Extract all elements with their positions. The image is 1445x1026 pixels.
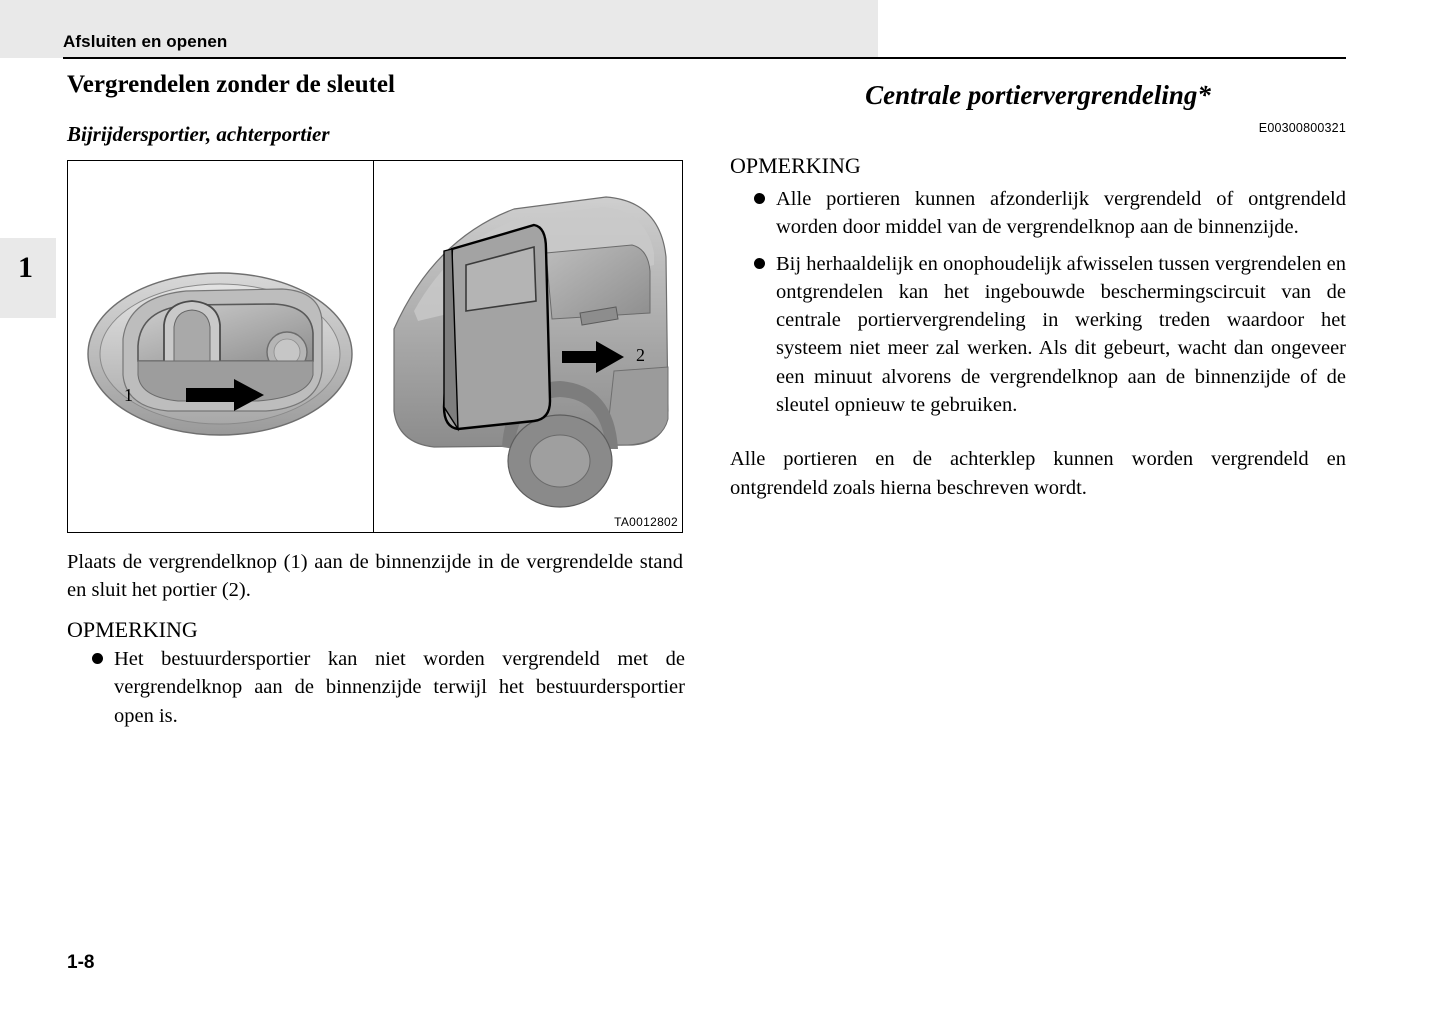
section-subtitle: Bijrijdersportier, achterportier — [67, 122, 330, 146]
list-item — [88, 645, 685, 730]
figure-door-lock — [67, 160, 683, 533]
door-handle-illustration — [68, 161, 372, 532]
svg-text:1: 1 — [124, 385, 133, 405]
figure-caption-paragraph: Plaats de vergrendelknop (1) aan de binnenzijde in de vergrendelde stand en sluit het portier (2). — [67, 551, 683, 602]
vehicle-door-illustration — [374, 161, 682, 532]
list-item-text: Bij herhaaldelijk en onophoudelijk afwisselen tussen vergrendelen en ontgrendelen kan het ingebouwde beschermingscircuit van de centrale portiervergrendeling in werking treden waardoor het systeem niet meer zal werken. Als dit gebeurt, wacht dan ongeveer een minuut alvorens de vergrendelknop aan de binnenzijde of de sleutel opnieuw te gebruiken. — [776, 252, 1346, 416]
reference-code: E00300800321 — [1258, 121, 1346, 135]
left-note-list — [88, 645, 685, 738]
closing-paragraph: Alle portieren en de achterklep kunnen worden vergrendeld en ontgrendeld zoals hierna beschreven wordt. — [730, 448, 1346, 499]
right-note-list — [750, 185, 1346, 419]
bullet-icon — [92, 653, 103, 664]
page-title: Vergrendelen zonder de sleutel — [67, 71, 395, 98]
svg-text:2: 2 — [636, 345, 645, 365]
left-note-heading: OPMERKING — [67, 617, 198, 642]
list-item — [750, 185, 1346, 242]
header-rule — [63, 57, 1346, 59]
left-column — [67, 70, 687, 147]
list-item-text: Alle portieren kunnen afzonderlijk vergrendeld of ontgrendeld worden door middel van de vergrendelknop aan de binnenzijde. — [776, 188, 1346, 239]
right-column — [730, 70, 1346, 502]
list-item-text: Het bestuurdersportier kan niet worden vergrendeld met de vergrendelknop aan de binnenzijde terwijl het bestuurdersportier open is. — [114, 648, 685, 727]
running-title: Afsluiten en openen — [63, 32, 228, 51]
bullet-icon — [754, 193, 765, 204]
page-number: 1-8 — [67, 952, 95, 973]
bullet-icon — [754, 258, 765, 269]
figure-code: TA0012802 — [614, 515, 678, 529]
chapter-number: 1 — [18, 251, 33, 284]
section-title-central-locking: Centrale portiervergrendeling* — [865, 80, 1211, 110]
list-item — [750, 250, 1346, 420]
right-note-heading: OPMERKING — [730, 153, 861, 178]
